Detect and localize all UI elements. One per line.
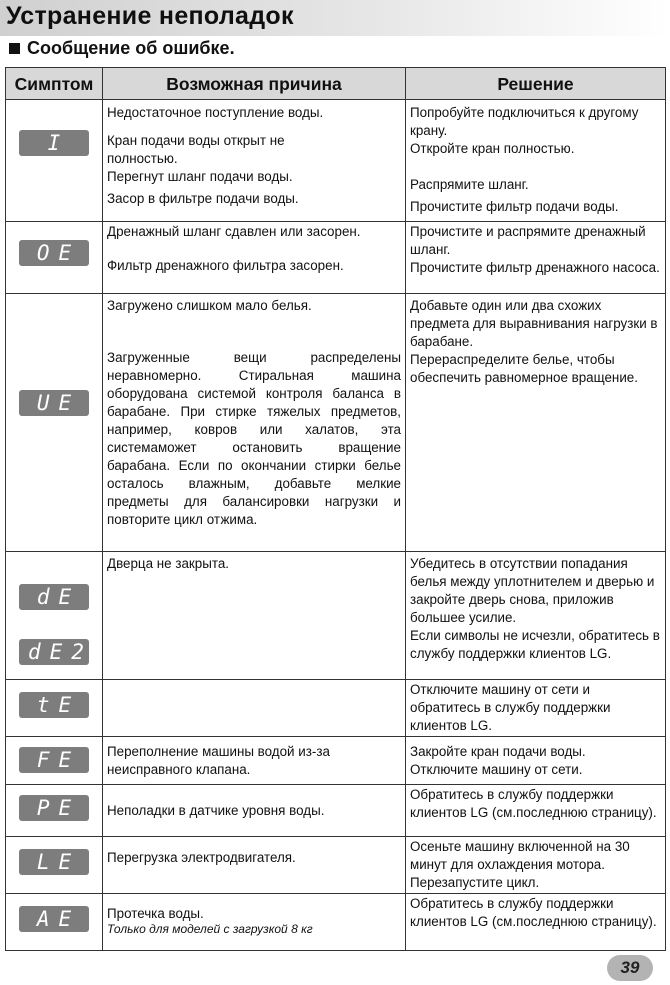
solution-text: Добавьте один или два схожих предмета для выравнивания нагрузки в барабане. <box>410 298 658 349</box>
cause-text: Недостаточное поступление воды. <box>107 105 324 120</box>
cause-text: Засор в фильтре подачи воды. <box>107 191 299 206</box>
cause-text: Дверца не закрыта. <box>107 556 229 571</box>
cause-cell <box>103 837 406 894</box>
cause-cell <box>103 680 406 737</box>
table-row <box>6 552 666 680</box>
table-row <box>6 294 666 552</box>
section-subtitle <box>9 38 235 59</box>
cause-text: Дренажный шланг сдавлен или засорен. <box>107 224 361 239</box>
symptom-cell <box>6 222 103 294</box>
title-bar <box>0 0 670 36</box>
solution-cell <box>406 680 666 737</box>
cause-text: Фильтр дренажного фильтра засорен. <box>107 258 344 273</box>
symptom-cell <box>6 294 103 552</box>
solution-cell <box>406 894 666 951</box>
cause-cell <box>103 737 406 785</box>
error-code-display: LE <box>19 849 89 875</box>
cause-cell <box>103 785 406 837</box>
symptom-cell <box>6 100 103 222</box>
solution-cell <box>406 222 666 294</box>
cause-text: Кран подачи воды открыт не полностью. <box>107 133 285 166</box>
solution-text: Перераспределите белье, чтобы обеспечить равномерное вращение. <box>410 352 638 385</box>
cause-cell <box>103 100 406 222</box>
solution-cell <box>406 837 666 894</box>
symptom-cell <box>6 552 103 680</box>
table-row <box>6 680 666 737</box>
error-code-display: OE <box>19 240 89 266</box>
column-header-solution: Решение <box>406 68 666 100</box>
symptom-cell <box>6 894 103 951</box>
table-row <box>6 785 666 837</box>
symptom-cell <box>6 680 103 737</box>
symptom-cell <box>6 837 103 894</box>
table-header-row <box>6 68 666 100</box>
column-header-cause: Возможная причина <box>103 68 406 100</box>
solution-text: Прочистите фильтр подачи воды. <box>410 199 619 214</box>
section-subtitle-text: Сообщение об ошибке. <box>27 38 235 58</box>
solution-text: Обратитесь в службу поддержки клиентов LG (см.последнюю страницу). <box>410 896 657 929</box>
solution-text: Прочистите фильтр дренажного насоса. <box>410 260 660 275</box>
solution-text: Убедитесь в отсутствии попадания белья между уплотнителем и дверью и закройте дверь снова, приложив большее усилие. <box>410 556 655 625</box>
cause-cell <box>103 222 406 294</box>
page-number-badge: 39 <box>607 955 653 981</box>
error-code-display: I E <box>19 130 89 156</box>
cause-text: Протечка воды. <box>107 906 204 921</box>
model-note: Только для моделей с загрузкой 8 кг <box>107 922 313 936</box>
solution-text: Попробуйте подключиться к другому крану. <box>410 105 639 138</box>
bullet-square-icon <box>9 43 20 54</box>
solution-text: Откройте кран полностью. <box>410 141 575 156</box>
solution-cell <box>406 100 666 222</box>
error-code-display: dE I <box>19 584 89 610</box>
error-table <box>5 67 666 951</box>
cause-text: Загружено слишком мало белья. <box>107 298 312 313</box>
solution-cell <box>406 785 666 837</box>
error-code-display: PE <box>19 795 89 821</box>
error-code-display: UE <box>19 390 89 416</box>
solution-cell <box>406 552 666 680</box>
cause-cell <box>103 552 406 680</box>
error-code-display: FE <box>19 747 89 773</box>
table-row <box>6 894 666 951</box>
page-title: Устранение неполадок <box>6 2 294 30</box>
solution-text: Распрямите шланг. <box>410 177 529 192</box>
symptom-cell <box>6 785 103 837</box>
solution-text: Обратитесь в службу поддержки клиентов LG (см.последнюю страницу). <box>410 787 657 820</box>
solution-text: Если символы не исчезли, обратитесь в службу поддержки клиентов LG. <box>410 628 660 661</box>
cause-text: Неполадки в датчике уровня воды. <box>107 803 325 818</box>
cause-text: Перегнут шланг подачи воды. <box>107 169 293 184</box>
cause-cell <box>103 294 406 552</box>
solution-text: Закройте кран подачи воды. <box>410 744 586 759</box>
solution-text: Осеньте машину включенной на 30 минут для охлаждения мотора. Перезапустите цикл. <box>410 839 630 890</box>
solution-text: Прочистите и распрямите дренажный шланг. <box>410 224 646 257</box>
solution-cell <box>406 737 666 785</box>
table-row <box>6 837 666 894</box>
solution-cell <box>406 294 666 552</box>
symptom-cell <box>6 737 103 785</box>
column-header-symptom: Симптом <box>6 68 103 100</box>
table-row <box>6 737 666 785</box>
cause-text: Перегрузка электродвигателя. <box>107 850 296 865</box>
cause-text: Загруженные вещи распределены неравномерно. Стиральная машина оборудована системой контроля баланса в барабане. При стирке тяжелых предметов, например, ковров или халатов, эта системаможет остановить вращение барабана. Если по окончании стирки белье осталось влажным, добавьте мелкие предметы для балансировки нагрузки и повторите цикл отжима. <box>107 350 401 527</box>
cause-text: Переполнение машины водой из-за неисправного клапана. <box>107 744 330 777</box>
solution-text: Отключите машину от сети. <box>410 762 583 777</box>
solution-text: Отключите машину от сети и обратитесь в службу поддержки клиентов LG. <box>410 682 611 733</box>
error-code-display: AE <box>19 906 89 932</box>
cause-cell <box>103 894 406 951</box>
table-row <box>6 222 666 294</box>
error-code-display: tE <box>19 692 89 718</box>
table-row <box>6 100 666 222</box>
error-code-display: dE2 <box>19 639 89 665</box>
